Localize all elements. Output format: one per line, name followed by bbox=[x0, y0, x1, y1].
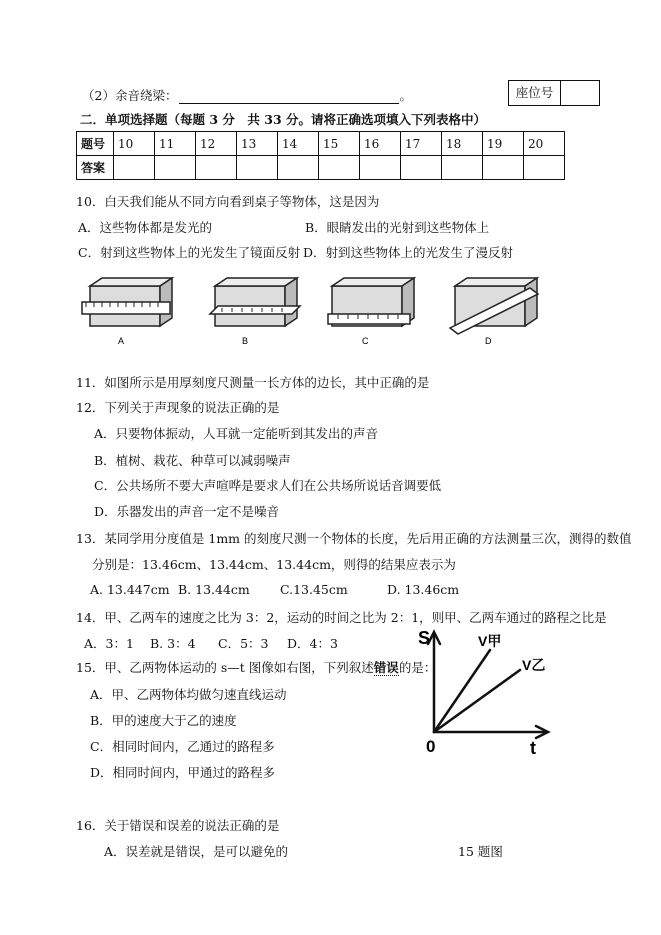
table-cell: 13 bbox=[237, 132, 278, 156]
q10-option-a: A．这些物体都是发光的 bbox=[78, 220, 213, 235]
q15-stem bbox=[76, 658, 436, 676]
line-yi-label: V乙 bbox=[522, 657, 546, 673]
q10-option-b: B．眼睛发出的光射到这些物体上 bbox=[305, 220, 490, 235]
q12-stem: 12．下列关于声现象的说法正确的是 bbox=[76, 400, 280, 415]
q13-option-a: A. 13.447cm bbox=[90, 582, 170, 597]
figure-label-b: B bbox=[242, 336, 249, 346]
q16-option-a: A．误差就是错误，是可以避免的 bbox=[104, 844, 289, 859]
q13-option-d: D. 13.46cm bbox=[387, 582, 460, 597]
figure-label-c: C bbox=[362, 336, 369, 346]
q15-option-c: C．相同时间内，乙通过的路程多 bbox=[90, 739, 275, 754]
q15-option-a: A．甲、乙两物体均做匀速直线运动 bbox=[90, 687, 287, 702]
figure-label-a: A bbox=[118, 336, 125, 346]
figure-label-d: D bbox=[485, 336, 492, 346]
q14-stem: 14．甲、乙两车的速度之比为 3：2，运动的时间之比为 2：1，则甲、乙两车通过的路程之比是 bbox=[76, 610, 607, 625]
row-label-answer: 答案 bbox=[77, 156, 114, 180]
answer-cell[interactable] bbox=[237, 156, 278, 180]
answer-blank[interactable] bbox=[179, 91, 399, 104]
q15-option-d: D．相同时间内，甲通过的路程多 bbox=[90, 765, 276, 780]
acoustic-question bbox=[82, 86, 412, 104]
q12-option-d: D．乐器发出的声音一定不是噪音 bbox=[94, 504, 280, 519]
q15-stem-post: 的是： bbox=[398, 660, 437, 675]
line-jia bbox=[434, 650, 490, 732]
x-axis-label: t bbox=[530, 738, 536, 758]
q15-stem-emphasis: 错误 bbox=[373, 660, 399, 675]
answer-cell[interactable] bbox=[114, 156, 155, 180]
table-row-answers bbox=[77, 156, 565, 180]
origin-label: 0 bbox=[426, 737, 436, 756]
table-cell: 12 bbox=[196, 132, 237, 156]
answer-cell[interactable] bbox=[524, 156, 565, 180]
answer-cell[interactable] bbox=[319, 156, 360, 180]
table-cell: 15 bbox=[319, 132, 360, 156]
period: 。 bbox=[399, 88, 412, 103]
figure-d-block bbox=[450, 278, 538, 334]
q14-option-a: A．3：1 bbox=[84, 636, 134, 651]
y-axis-label: S bbox=[418, 628, 431, 648]
table-cell: 17 bbox=[401, 132, 442, 156]
acoustic-label: （2）余音绕梁： bbox=[82, 88, 178, 103]
q13-option-c: C.13.45cm bbox=[280, 582, 348, 597]
answer-cell[interactable] bbox=[483, 156, 524, 180]
st-graph bbox=[410, 620, 560, 760]
table-cell: 10 bbox=[114, 132, 155, 156]
figure-c-block bbox=[328, 278, 414, 326]
q12-option-c: C．公共场所不要大声喧哗是要求人们在公共场所说话音调要低 bbox=[94, 478, 442, 493]
table-cell: 20 bbox=[524, 132, 565, 156]
answer-cell[interactable] bbox=[278, 156, 319, 180]
q11-stem: 11．如图所示是用厚刻度尺测量一长方体的边长，其中正确的是 bbox=[76, 375, 430, 390]
q14-option-b: B. 3：4 bbox=[150, 636, 196, 651]
line-jia-label: V甲 bbox=[478, 633, 502, 649]
table-cell: 19 bbox=[483, 132, 524, 156]
graph-caption: 15 题图 bbox=[458, 844, 503, 859]
table-cell: 11 bbox=[155, 132, 196, 156]
table-cell: 14 bbox=[278, 132, 319, 156]
q10-option-c: C．射到这些物体上的光发生了镜面反射 bbox=[78, 245, 301, 260]
q12-option-b: B．植树、栽花、种草可以减弱噪声 bbox=[94, 453, 291, 468]
answer-cell[interactable] bbox=[442, 156, 483, 180]
seat-number-box bbox=[508, 80, 600, 106]
figure-b-block bbox=[210, 278, 300, 326]
answer-table bbox=[76, 131, 565, 180]
table-cell: 16 bbox=[360, 132, 401, 156]
table-row-numbers bbox=[77, 132, 565, 156]
line-yi bbox=[434, 670, 520, 732]
q15-stem-pre: 15．甲、乙两物体运动的 s—t 图像如右图，下列叙述 bbox=[76, 660, 374, 675]
q16-stem: 16．关于错误和误差的说法正确的是 bbox=[76, 818, 280, 833]
q14-option-d: D．4：3 bbox=[287, 636, 338, 651]
section-title: 二．单项选择题（每题 3 分 共 33 分。请将正确选项填入下列表格中） bbox=[80, 112, 487, 127]
answer-cell[interactable] bbox=[155, 156, 196, 180]
row-label-number: 题号 bbox=[77, 132, 114, 156]
q13-stem: 13．某同学用分度值是 1mm 的刻度尺测一个物体的长度，先后用正确的方法测量三次，测得的数值 bbox=[76, 531, 632, 546]
answer-cell[interactable] bbox=[401, 156, 442, 180]
ruler-figures bbox=[70, 272, 550, 352]
answer-cell[interactable] bbox=[360, 156, 401, 180]
q14-option-c: C．5：3 bbox=[218, 636, 269, 651]
seat-label: 座位号 bbox=[509, 81, 561, 105]
q13-stem-2: 分别是：13.46cm、13.44cm、13.44cm，则得的结果应表示为 bbox=[92, 557, 456, 572]
q12-option-a: A．只要物体振动，人耳就一定能听到其发出的声音 bbox=[94, 426, 379, 441]
answer-cell[interactable] bbox=[196, 156, 237, 180]
table-cell: 18 bbox=[442, 132, 483, 156]
q15-option-b: B．甲的速度大于乙的速度 bbox=[90, 713, 237, 728]
q10-option-d: D．射到这些物体上的光发生了漫反射 bbox=[303, 245, 514, 260]
q13-option-b: B. 13.44cm bbox=[178, 582, 250, 597]
q10-stem: 10．白天我们能从不同方向看到桌子等物体，这是因为 bbox=[76, 194, 380, 209]
